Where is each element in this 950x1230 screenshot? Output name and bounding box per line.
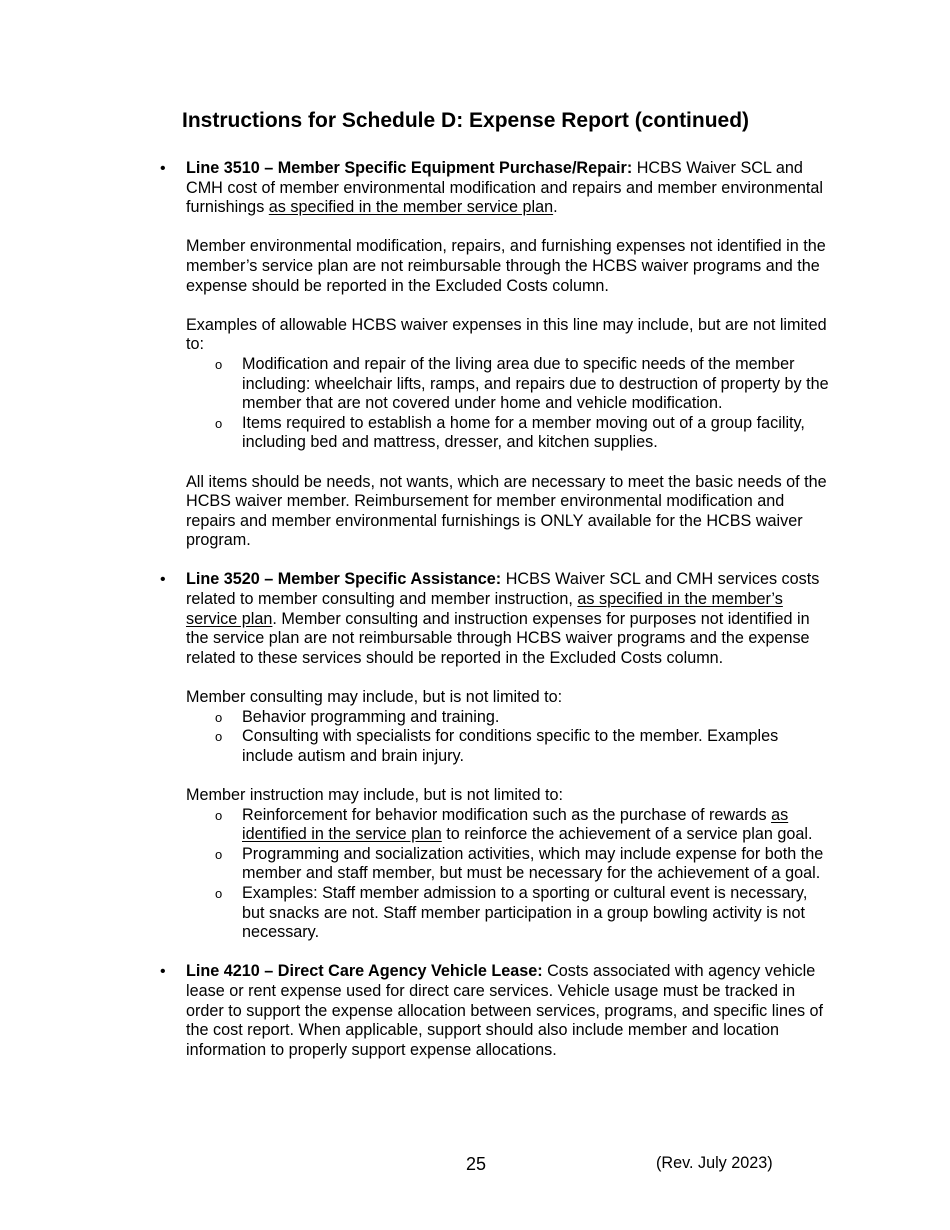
bullet-icon [160, 570, 172, 590]
line-3510-intro-text: HCBS Waiver SCL and CMH cost of member environmental modification and repairs and member environmental furnishings [186, 159, 823, 217]
list-item: o Programming and socialization activities, which may include expense for both the member and staff member, but must be necessary for the achievement of a goal. [242, 845, 832, 884]
bullet-icon [160, 962, 172, 982]
line-3510-intro-end: . [553, 198, 558, 217]
document-body [160, 159, 832, 1060]
list-item: o Behavior programming and training. [242, 708, 832, 728]
line-3510-underlined-text: as specified in the member service plan [268, 198, 554, 217]
line-3520-instruction-heading: Member instruction may include, but is not limited to: [186, 786, 563, 804]
instruction-1-text-end: to reinforce the achievement of a service plan goal. [441, 825, 813, 844]
revision-date: (Rev. July 2023) [656, 1154, 773, 1172]
bullet-icon [160, 159, 172, 179]
line-3510-intro [186, 159, 832, 218]
line-3510-label: Line 3510 – Member Specific Equipment Purchase/Repair: [186, 159, 633, 177]
line-3520-consulting-heading: Member consulting may include, but is not limited to: [186, 688, 563, 707]
line-3520-intro-text: HCBS Waiver SCL and CMH services costs related to member consulting and member instruction, [186, 570, 820, 609]
list-item [242, 806, 832, 845]
line-3520-intro-end: . Member consulting and instruction expenses for purposes not identified in the service plan are not reimbursable through HCBS waiver programs and the expense related to these services should be reported in the Excluded Costs column. [186, 609, 810, 667]
list-item: o Items required to establish a home for a member moving out of a group facility, including bed and mattress, dresser, and kitchen supplies. [242, 414, 832, 453]
line-3520-intro [186, 570, 832, 668]
section-line-3510 [160, 159, 832, 551]
list-item: o Modification and repair of the living area due to specific needs of the member including: wheelchair lifts, ramps, and repairs due to destruction of property by the member that are not covered under home and vehicle modification. [242, 355, 832, 414]
line-3520-label: Line 3520 – Member Specific Assistance: [186, 570, 502, 589]
line-3510-examples-list [186, 355, 832, 453]
line-4210-text [186, 962, 832, 1060]
line-3510-para-4: All items should be needs, not wants, which are necessary to meet the basic needs of the HCBS waiver member. Reimbursement for member environmental modification and repairs and member environmental furnishings is ONLY available for the HCBS waiver program. [186, 472, 827, 550]
instruction-1-underlined-text: as identified in the service plan [242, 805, 789, 844]
line-3520-consulting-list [186, 708, 832, 767]
list-item: o Examples: Staff member admission to a sporting or cultural event is necessary, but snacks are not. Staff member participation in a group bowling activity is not necessary. [242, 884, 832, 943]
list-item: o Consulting with specialists for conditions specific to the member. Examples include autism and brain injury. [242, 727, 832, 766]
section-line-3520 [160, 570, 832, 942]
line-3510-para-2: Member environmental modification, repairs, and furnishing expenses not identified in the member’s service plan are not reimbursable through the HCBS waiver programs and the expense should be reported in the Excluded Costs column. [186, 237, 826, 295]
line-4210-body: Costs associated with agency vehicle lease or rent expense used for direct care services. Vehicle usage must be tracked in order to support the expense allocation between services, programs, and specific lines of the cost report. When applicable, support should also include member and location information to properly support expense allocations. [186, 962, 824, 1059]
section-line-4210 [160, 962, 832, 1060]
line-3510-para-3: Examples of allowable HCBS waiver expenses in this line may include, but are not limited to: [186, 315, 827, 354]
line-4210-label: Line 4210 – Direct Care Agency Vehicle Lease: [186, 962, 543, 981]
line-3520-instruction-list [186, 806, 832, 943]
page-number: 25 [466, 1154, 487, 1174]
instruction-1-text: Reinforcement for behavior modification such as the purchase of rewards [242, 805, 772, 824]
page-title: Instructions for Schedule D: Expense Report (continued) [182, 109, 750, 132]
line-3520-underlined-text: as specified in the member’s service plan [186, 590, 783, 628]
